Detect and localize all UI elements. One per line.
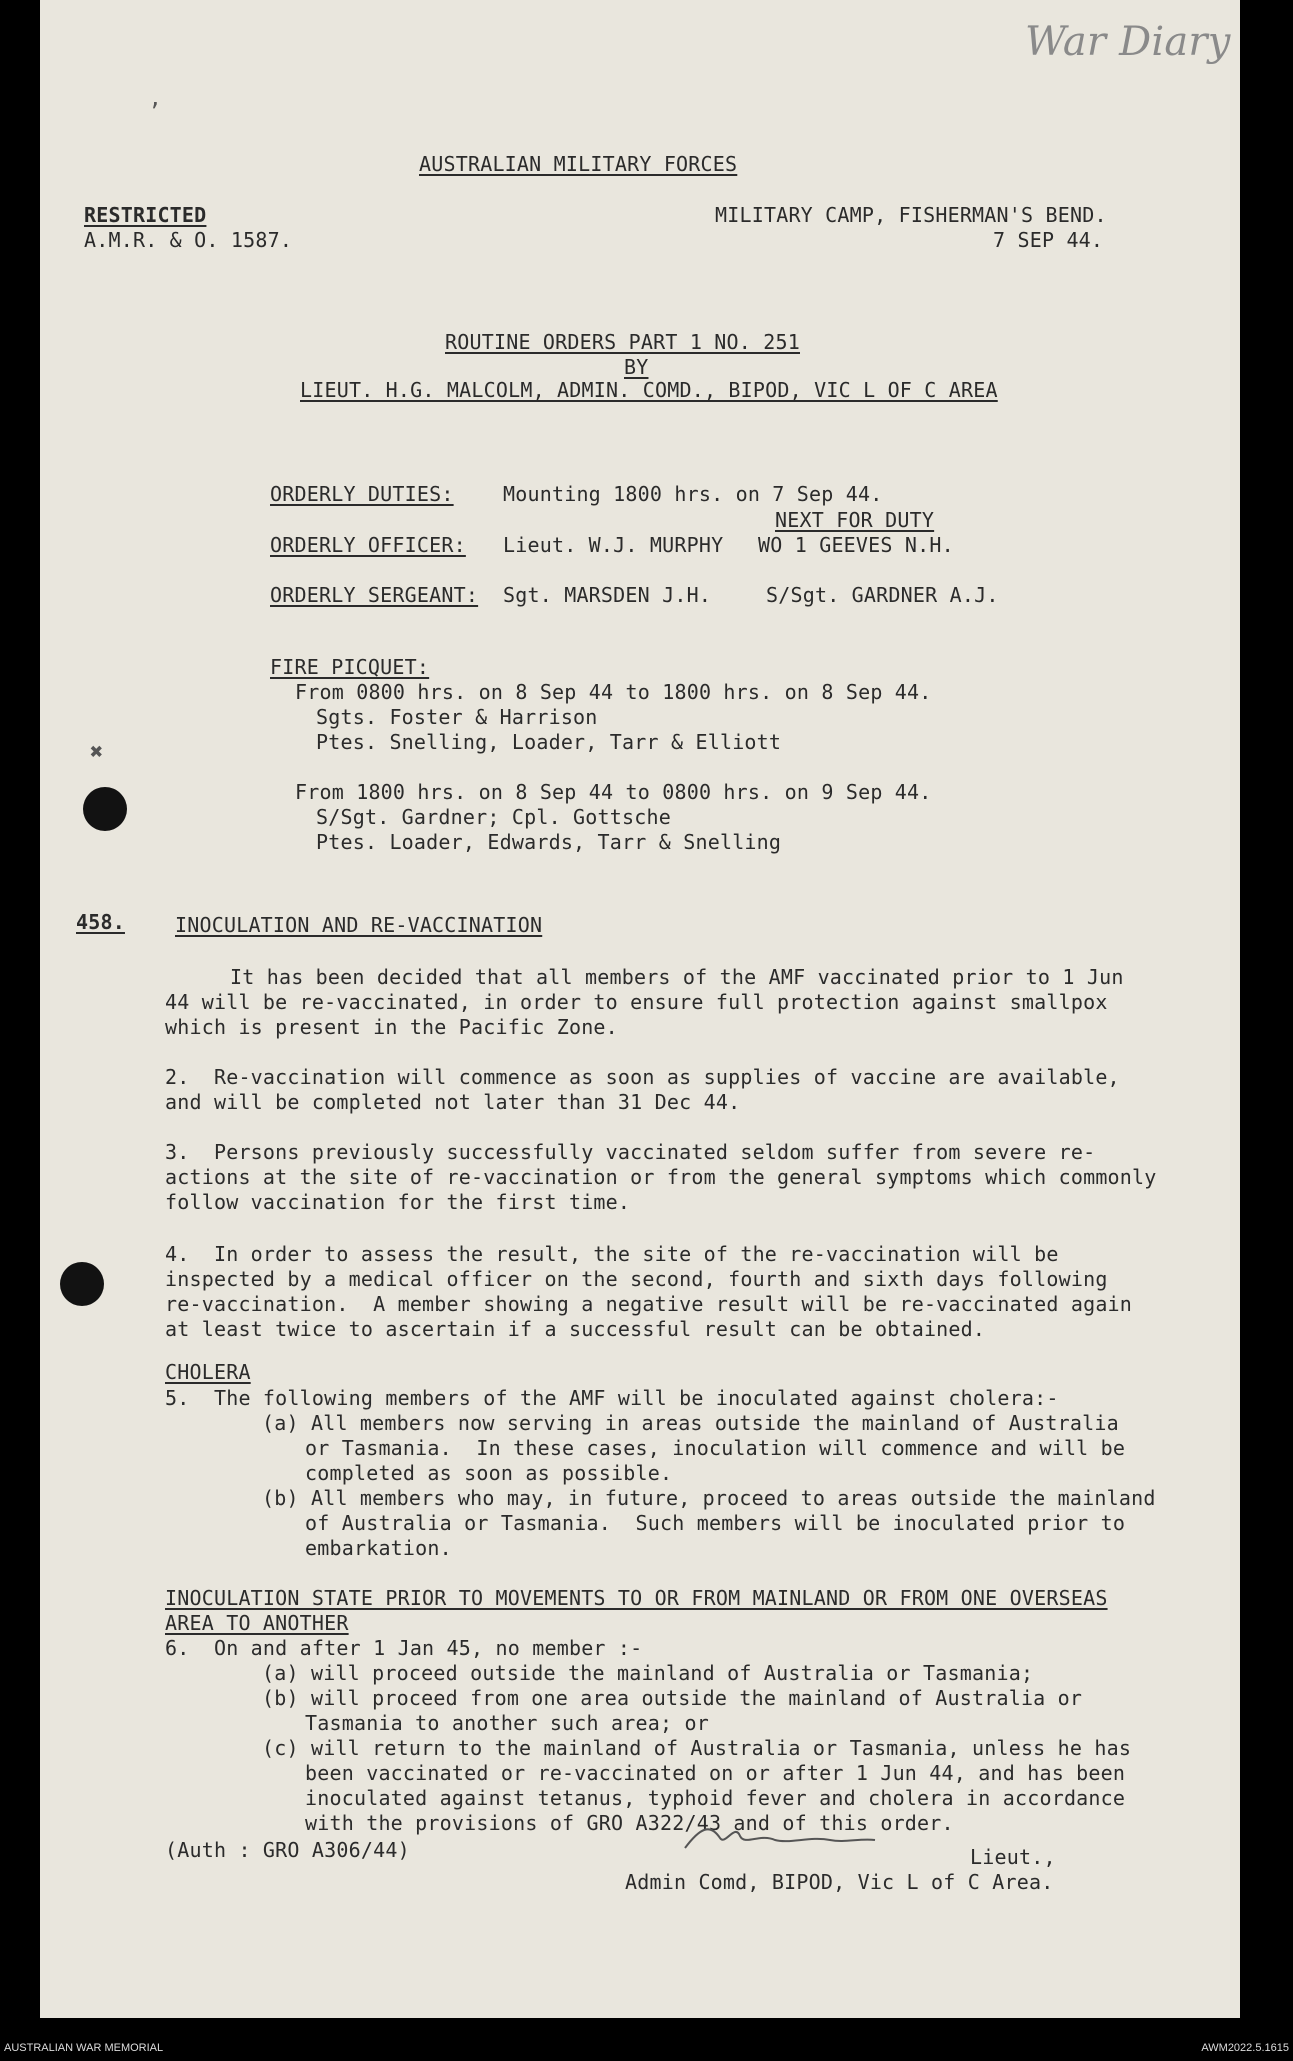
para5-line: completed as soon as possible. xyxy=(305,1461,673,1485)
next-for-duty-heading: NEXT FOR DUTY xyxy=(775,508,935,532)
archive-footer xyxy=(0,2028,1293,2061)
title-line1: ROUTINE ORDERS PART 1 NO. 251 xyxy=(445,330,800,354)
para1-line: It has been decided that all members of the AMF vaccinated prior to 1 Jun xyxy=(230,965,1124,989)
title-line3: LIEUT. H.G. MALCOLM, ADMIN. COMD., BIPOD, VIC L OF C AREA xyxy=(300,378,998,402)
fire-picquet-line: From 1800 hrs. on 8 Sep 44 to 0800 hrs. on 9 Sep 44. xyxy=(295,780,932,804)
para4-line: 4. In order to assess the result, the site of the re-vaccination will be xyxy=(165,1242,1059,1266)
fire-picquet-line: From 0800 hrs. on 8 Sep 44 to 1800 hrs. on 8 Sep 44. xyxy=(295,680,932,704)
para5-line: 5. The following members of the AMF will be inoculated against cholera:- xyxy=(165,1386,1059,1410)
para6-line: (b) will proceed from one area outside the mainland of Australia or xyxy=(262,1686,1083,1710)
fire-picquet-heading: FIRE PICQUET: xyxy=(270,655,430,679)
classification: RESTRICTED xyxy=(84,203,207,227)
orderly-sergeant-next: S/Sgt. GARDNER A.J. xyxy=(766,583,999,607)
punch-hole-bottom xyxy=(60,1262,104,1306)
handwritten-signature xyxy=(680,1818,880,1862)
para6-line: 6. On and after 1 Jan 45, no member :- xyxy=(165,1636,643,1660)
para5-line: (a) All members now serving in areas outside the mainland of Australia xyxy=(262,1411,1119,1435)
orderly-officer-label: ORDERLY OFFICER: xyxy=(270,533,466,557)
para1-line: 44 will be re-vaccinated, in order to ensure full protection against smallpox xyxy=(165,990,1108,1014)
reference: A.M.R. & O. 1587. xyxy=(84,228,293,252)
orderly-duties-label: ORDERLY DUTIES: xyxy=(270,482,454,506)
para4-line: re-vaccination. A member showing a negative result will be re-vaccinated again xyxy=(165,1292,1133,1316)
fire-picquet-line: S/Sgt. Gardner; Cpl. Gottsche xyxy=(316,805,671,829)
orderly-sergeant-value: Sgt. MARSDEN J.H. xyxy=(503,583,712,607)
signatory-title: Admin Comd, BIPOD, Vic L of C Area. xyxy=(625,1870,1054,1894)
para4-line: at least twice to ascertain if a successful result can be obtained. xyxy=(165,1317,986,1341)
authority: (Auth : GRO A306/44) xyxy=(165,1838,410,1862)
para6-line: inoculated against tetanus, typhoid fever and cholera in accordance xyxy=(305,1786,1126,1810)
punch-hole-top xyxy=(83,787,127,831)
fire-picquet-line: Ptes. Snelling, Loader, Tarr & Elliott xyxy=(316,730,782,754)
orderly-duties-value: Mounting 1800 hrs. on 7 Sep 44. xyxy=(503,482,883,506)
para6-line: been vaccinated or re-vaccinated on or after 1 Jun 44, and has been xyxy=(305,1761,1126,1785)
document-page xyxy=(40,0,1240,2018)
para6-line: Tasmania to another such area; or xyxy=(305,1711,709,1735)
para6-line: (c) will return to the mainland of Australia or Tasmania, unless he has xyxy=(262,1736,1132,1760)
fire-picquet-line: Ptes. Loader, Edwards, Tarr & Snelling xyxy=(316,830,782,854)
org-heading: AUSTRALIAN MILITARY FORCES xyxy=(419,152,738,176)
fire-picquet-line: Sgts. Foster & Harrison xyxy=(316,705,598,729)
orderly-officer-next: WO 1 GEEVES N.H. xyxy=(758,533,954,557)
para3-line: follow vaccination for the first time. xyxy=(165,1190,631,1214)
state-heading-line: AREA TO ANOTHER xyxy=(165,1611,349,1635)
para2-line: and will be completed not later than 31 Dec 44. xyxy=(165,1090,741,1114)
para6-line: (a) will proceed outside the mainland of Australia or Tasmania; xyxy=(262,1661,1034,1685)
staple-mark: ’ xyxy=(148,100,162,125)
order-number: 458. xyxy=(76,910,125,934)
para1-line: which is present in the Pacific Zone. xyxy=(165,1015,618,1039)
location: MILITARY CAMP, FISHERMAN'S BEND. xyxy=(715,203,1107,227)
order-heading: INOCULATION AND RE-VACCINATION xyxy=(175,913,543,937)
para5-line: (b) All members who may, in future, proceed to areas outside the mainland xyxy=(262,1486,1156,1510)
para5-line: of Australia or Tasmania. Such members will be inoculated prior to xyxy=(305,1511,1126,1535)
para6-line: with the provisions of GRO A322/43 and of this order. xyxy=(305,1811,954,1835)
signatory-rank: Lieut., xyxy=(970,1845,1056,1869)
para5-line: embarkation. xyxy=(305,1536,452,1560)
para3-line: 3. Persons previously successfully vaccinated seldom suffer from severe re- xyxy=(165,1140,1096,1164)
para5-line: or Tasmania. In these cases, inoculation will commence and will be xyxy=(305,1436,1126,1460)
para3-line: actions at the site of re-vaccination or from the general symptoms which commonly xyxy=(165,1165,1157,1189)
state-heading-line: INOCULATION STATE PRIOR TO MOVEMENTS TO OR FROM MAINLAND OR FROM ONE OVERSEAS xyxy=(165,1586,1108,1610)
title-line2: BY xyxy=(624,355,649,379)
cholera-heading: CHOLERA xyxy=(165,1360,251,1384)
footer-accession: AWM2022.5.1615 xyxy=(1201,2042,1289,2054)
para4-line: inspected by a medical officer on the second, fourth and sixth days following xyxy=(165,1267,1108,1291)
pin-mark: ✖ xyxy=(90,740,104,765)
para2-line: 2. Re-vaccination will commence as soon as supplies of vaccine are available, xyxy=(165,1065,1120,1089)
handwritten-annotation: War Diary xyxy=(1025,19,1231,65)
orderly-sergeant-label: ORDERLY SERGEANT: xyxy=(270,583,479,607)
orderly-officer-value: Lieut. W.J. MURPHY xyxy=(503,533,724,557)
footer-source: AUSTRALIAN WAR MEMORIAL xyxy=(4,2042,164,2054)
date: 7 SEP 44. xyxy=(993,228,1104,252)
